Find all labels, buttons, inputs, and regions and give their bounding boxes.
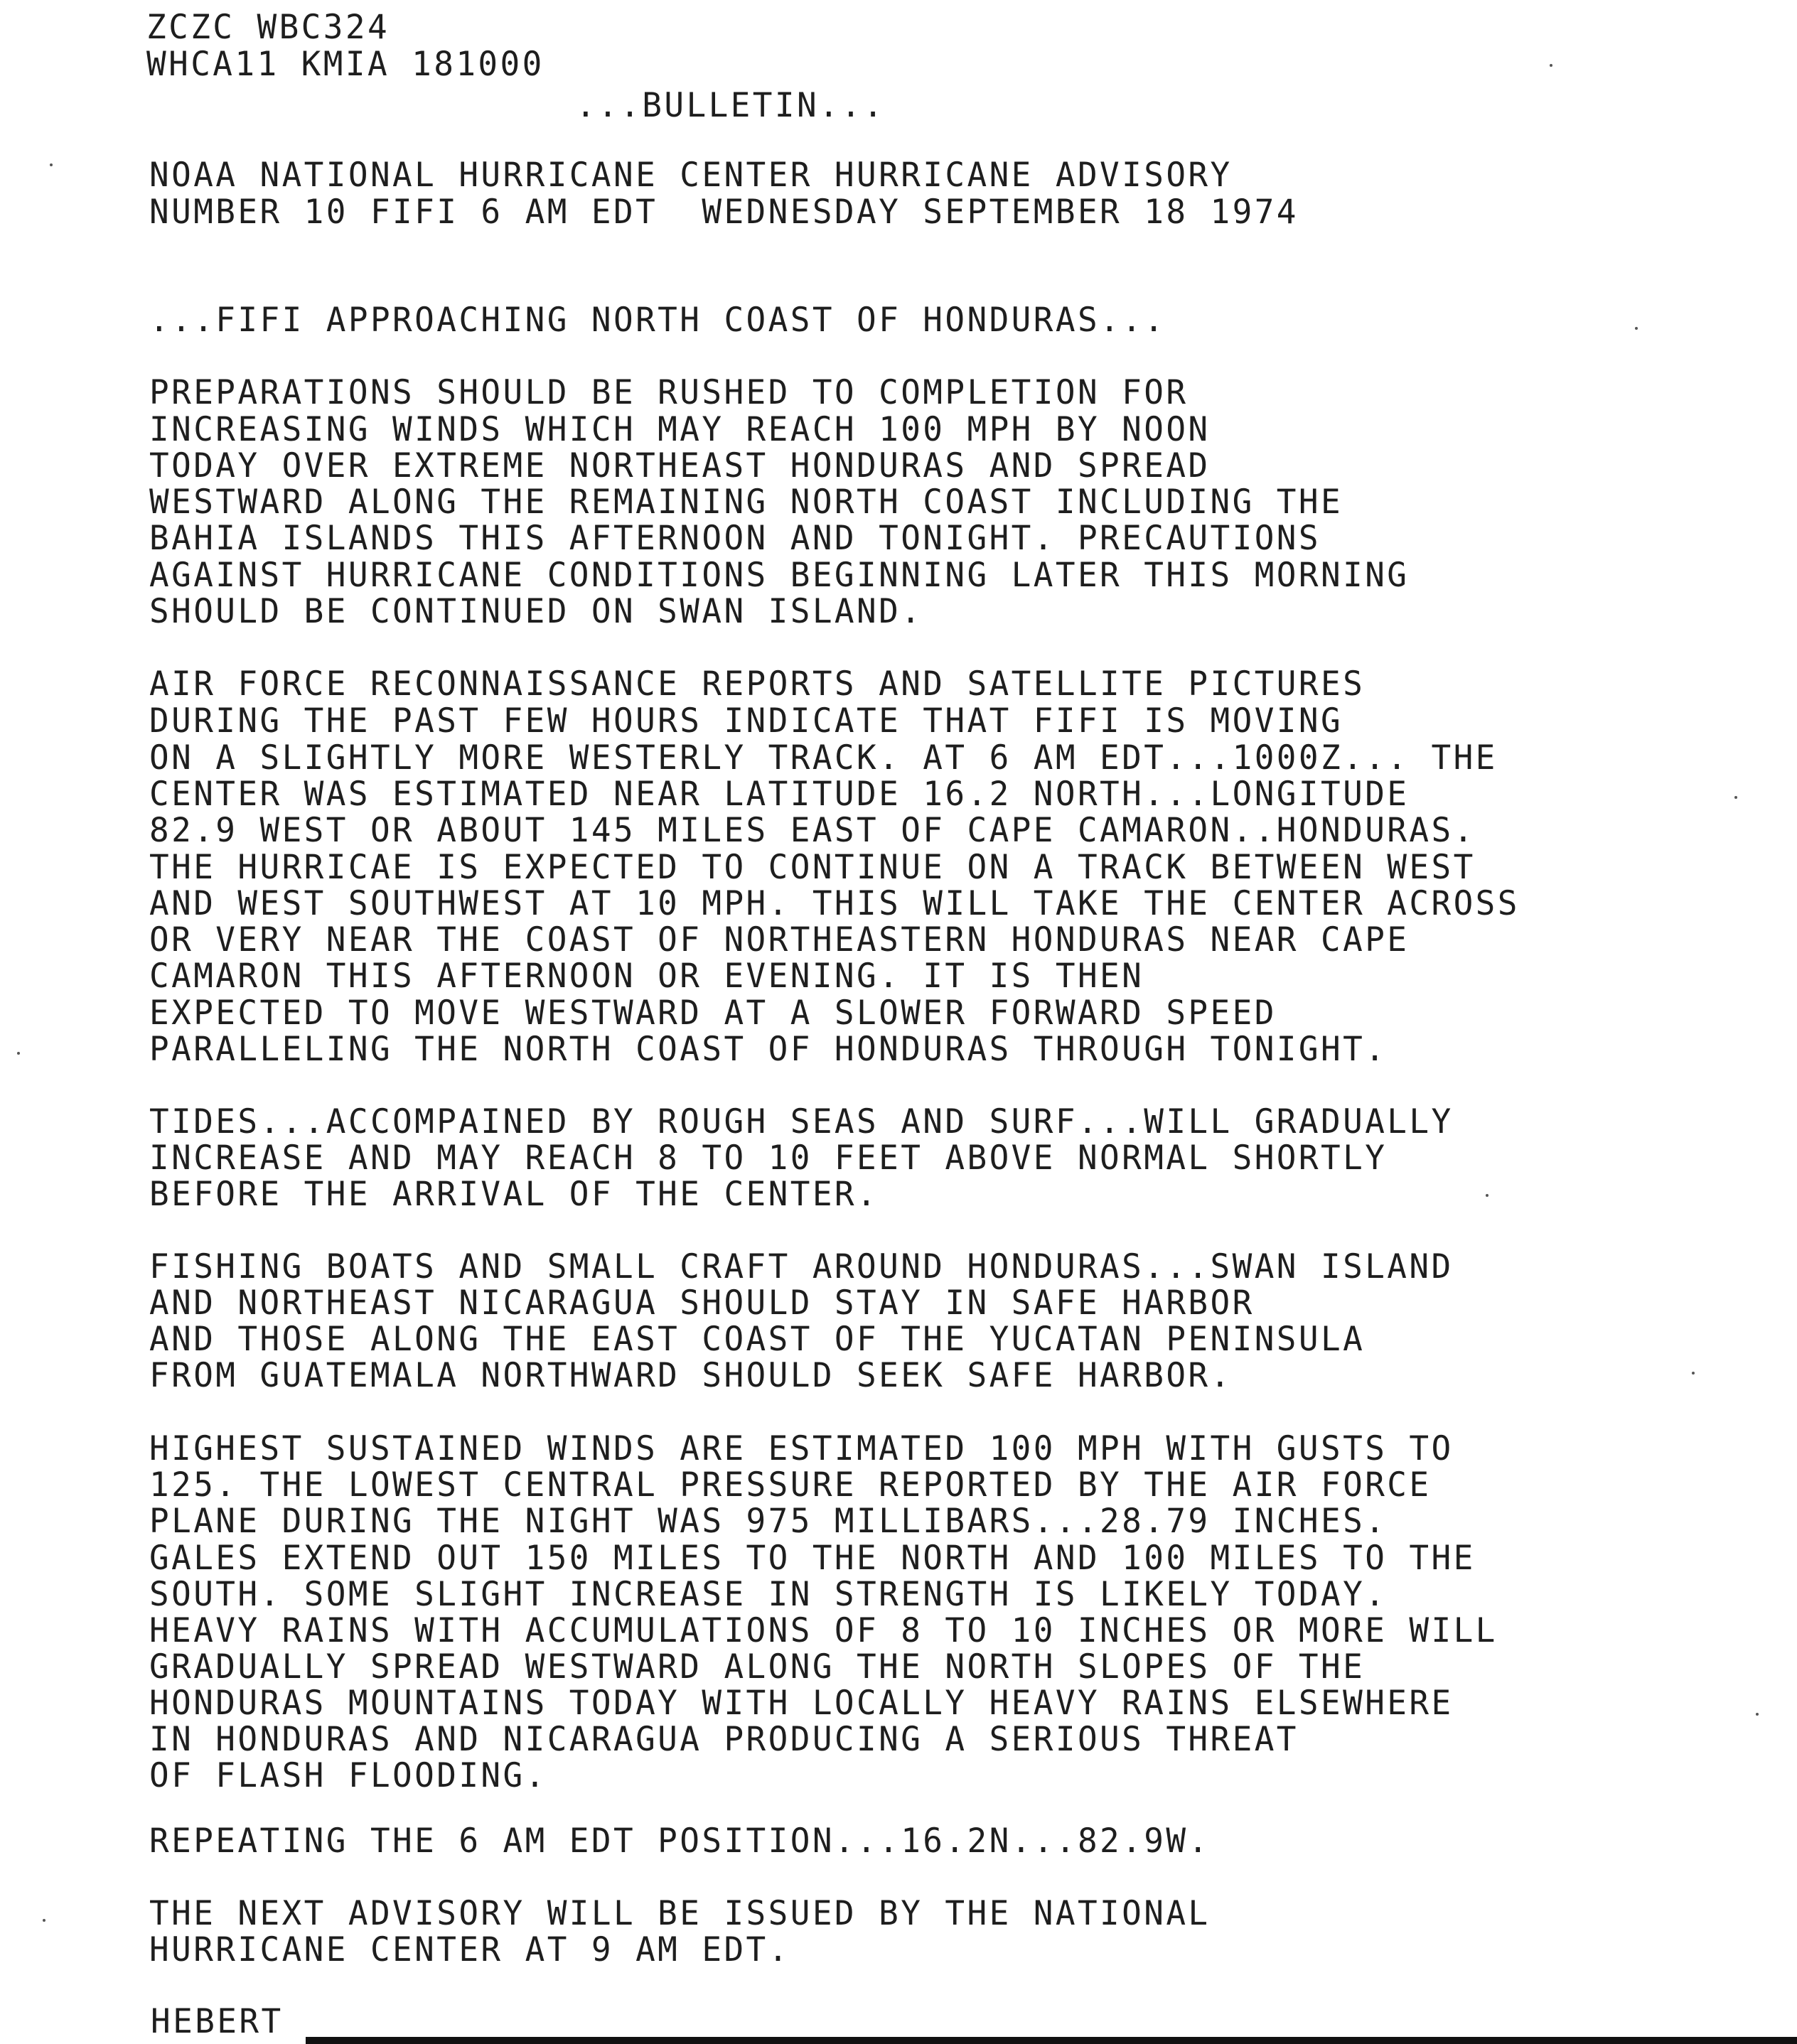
tides-line: TIDES...ACCOMPAINED BY ROUGH SEAS AND SURF...WILL GRADUALLY xyxy=(149,1101,1454,1141)
winds-line: GRADUALLY SPREAD WESTWARD ALONG THE NORTH SLOPES OF THE xyxy=(149,1646,1366,1687)
recon-line: CAMARON THIS AFTERNOON OR EVENING. IT IS THEN xyxy=(149,955,1144,996)
winds-line: HIGHEST SUSTAINED WINDS ARE ESTIMATED 100 MPH WITH GUSTS TO xyxy=(149,1428,1454,1468)
winds-line: IN HONDURAS AND NICARAGUA PRODUCING A SERIOUS THREAT xyxy=(149,1718,1299,1759)
preparations-line: INCREASING WINDS WHICH MAY REACH 100 MPH BY NOON xyxy=(149,409,1211,449)
recon-line: THE HURRICAE IS EXPECTED TO CONTINUE ON A TRACK BETWEEN WEST xyxy=(149,846,1476,887)
preparations-line: PREPARATIONS SHOULD BE RUSHED TO COMPLETION FOR xyxy=(149,372,1189,412)
bulletin-label: ...BULLETIN... xyxy=(576,85,886,125)
next-advisory-line: THE NEXT ADVISORY WILL BE ISSUED BY THE NATIONAL xyxy=(149,1893,1211,1933)
scan-speck xyxy=(1486,1194,1488,1197)
fishing-line: FISHING BOATS AND SMALL CRAFT AROUND HONDURAS...SWAN ISLAND xyxy=(149,1246,1454,1286)
preparations-line: SHOULD BE CONTINUED ON SWAN ISLAND. xyxy=(149,591,923,631)
scan-bottom-edge xyxy=(306,2037,1797,2044)
scan-speck xyxy=(1635,327,1638,330)
recon-line: CENTER WAS ESTIMATED NEAR LATITUDE 16.2 NORTH...LONGITUDE xyxy=(149,773,1410,814)
winds-line: PLANE DURING THE NIGHT WAS 975 MILLIBARS...28.79 INCHES. xyxy=(149,1500,1388,1541)
fishing-line: AND THOSE ALONG THE EAST COAST OF THE YUCATAN PENINSULA xyxy=(149,1318,1366,1359)
scan-speck xyxy=(1692,1372,1695,1375)
recon-line: PARALLELING THE NORTH COAST OF HONDURAS THROUGH TONIGHT. xyxy=(149,1028,1388,1069)
winds-line: HONDURAS MOUNTAINS TODAY WITH LOCALLY HEAVY RAINS ELSEWHERE xyxy=(149,1682,1454,1723)
winds-line: HEAVY RAINS WITH ACCUMULATIONS OF 8 TO 10 INCHES OR MORE WILL xyxy=(149,1610,1498,1650)
winds-line: GALES EXTEND OUT 150 MILES TO THE NORTH AND 100 MILES TO THE xyxy=(149,1537,1476,1578)
fishing-line: AND NORTHEAST NICARAGUA SHOULD STAY IN SAFE HARBOR xyxy=(149,1282,1255,1323)
preparations-line: TODAY OVER EXTREME NORTHEAST HONDURAS AND SPREAD xyxy=(149,445,1211,485)
tides-line: BEFORE THE ARRIVAL OF THE CENTER. xyxy=(149,1173,879,1214)
advisory-title-line-1: NOAA NATIONAL HURRICANE CENTER HURRICANE ADVISORY xyxy=(149,154,1233,195)
preparations-line: WESTWARD ALONG THE REMAINING NORTH COAST INCLUDING THE xyxy=(149,481,1343,522)
next-advisory-line: HURRICANE CENTER AT 9 AM EDT. xyxy=(149,1929,790,1969)
scan-speck xyxy=(1734,796,1737,799)
scan-speck xyxy=(50,163,53,166)
repeating-position-line: REPEATING THE 6 AM EDT POSITION...16.2N...82.9W. xyxy=(149,1820,1211,1861)
preparations-line: BAHIA ISLANDS THIS AFTERNOON AND TONIGHT. PRECAUTIONS xyxy=(149,517,1321,558)
scan-speck xyxy=(17,1052,20,1055)
recon-line: DURING THE PAST FEW HOURS INDICATE THAT FIFI IS MOVING xyxy=(149,700,1343,741)
preparations-line: AGAINST HURRICANE CONDITIONS BEGINNING LATER THIS MORNING xyxy=(149,554,1410,595)
winds-line: SOUTH. SOME SLIGHT INCREASE IN STRENGTH IS LIKELY TODAY. xyxy=(149,1574,1388,1614)
winds-line: OF FLASH FLOODING. xyxy=(149,1755,547,1795)
recon-line: EXPECTED TO MOVE WESTWARD AT A SLOWER FORWARD SPEED xyxy=(149,992,1277,1033)
header-line-1: ZCZC WBC324 xyxy=(146,6,390,47)
recon-line: ON A SLIGHTLY MORE WESTERLY TRACK. AT 6 AM EDT...1000Z... THE xyxy=(149,737,1498,778)
winds-line: 125. THE LOWEST CENTRAL PRESSURE REPORTED BY THE AIR FORCE xyxy=(149,1464,1432,1505)
scan-speck xyxy=(1756,1713,1759,1716)
recon-line: AIR FORCE RECONNAISSANCE REPORTS AND SATELLITE PICTURES xyxy=(149,663,1366,704)
recon-line: AND WEST SOUTHWEST AT 10 MPH. THIS WILL TAKE THE CENTER ACROSS xyxy=(149,883,1520,923)
scan-speck xyxy=(43,1919,45,1922)
scan-speck xyxy=(1550,64,1552,67)
recon-line: OR VERY NEAR THE COAST OF NORTHEASTERN HONDURAS NEAR CAPE xyxy=(149,919,1410,959)
headline: ...FIFI APPROACHING NORTH COAST OF HONDURAS... xyxy=(149,299,1166,340)
fishing-line: FROM GUATEMALA NORTHWARD SHOULD SEEK SAFE HARBOR. xyxy=(149,1355,1233,1395)
header-line-2: WHCA11 KMIA 181000 xyxy=(146,43,545,84)
recon-line: 82.9 WEST OR ABOUT 145 MILES EAST OF CAPE CAMARON..HONDURAS. xyxy=(149,809,1476,850)
tides-line: INCREASE AND MAY REACH 8 TO 10 FEET ABOVE NORMAL SHORTLY xyxy=(149,1137,1388,1178)
signature: HEBERT xyxy=(151,2001,284,2041)
advisory-title-line-2: NUMBER 10 FIFI 6 AM EDT WEDNESDAY SEPTEMBER 18 1974 xyxy=(149,191,1299,232)
